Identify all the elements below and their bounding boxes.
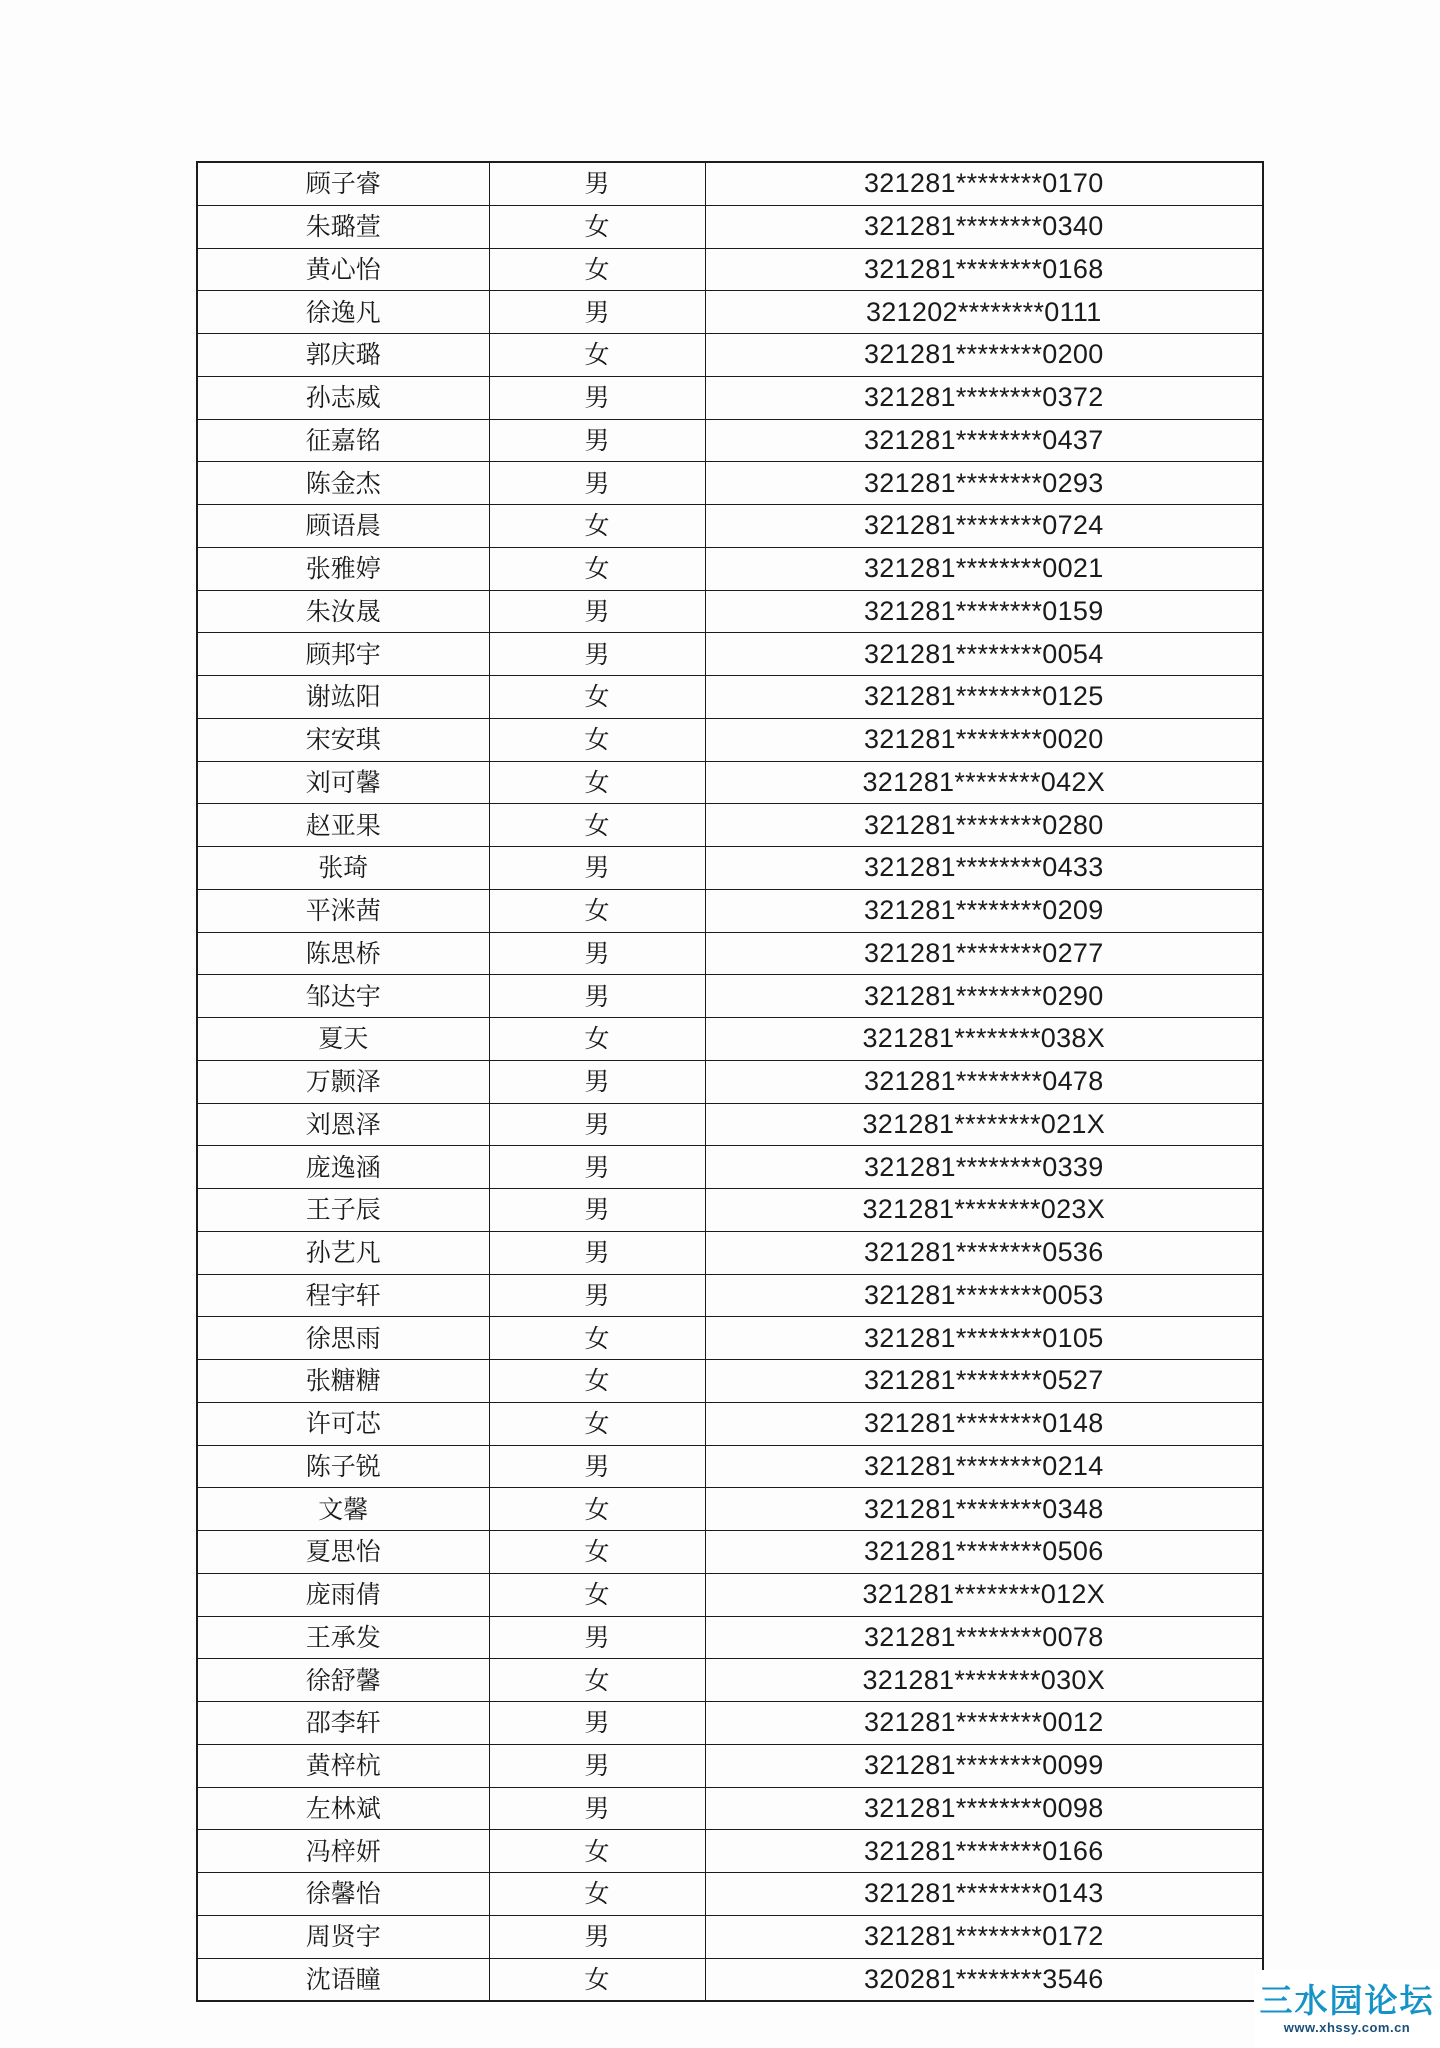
name-cell: 征嘉铭 [197, 419, 489, 462]
table-row [197, 162, 1263, 205]
table-row [197, 1018, 1263, 1061]
gender-cell: 女 [489, 547, 705, 590]
name-cell: 许可芯 [197, 1402, 489, 1445]
id-number-cell: 321281********0143 [705, 1873, 1263, 1916]
name-cell: 庞雨倩 [197, 1573, 489, 1616]
name-cell: 夏天 [197, 1018, 489, 1061]
id-number-cell: 321281********0105 [705, 1317, 1263, 1360]
gender-cell: 女 [489, 761, 705, 804]
gender-cell: 男 [489, 590, 705, 633]
gender-cell: 女 [489, 205, 705, 248]
table-row [197, 1531, 1263, 1574]
id-number-cell: 321281********0148 [705, 1402, 1263, 1445]
id-number-cell: 321281********0348 [705, 1488, 1263, 1531]
id-number-cell: 321281********0724 [705, 505, 1263, 548]
id-number-cell: 321281********0099 [705, 1744, 1263, 1787]
table-row [197, 291, 1263, 334]
table-row [197, 505, 1263, 548]
gender-cell: 女 [489, 676, 705, 719]
table-row [197, 633, 1263, 676]
gender-cell: 女 [489, 1018, 705, 1061]
id-number-cell: 321281********0168 [705, 248, 1263, 291]
table-row [197, 718, 1263, 761]
gender-cell: 男 [489, 1274, 705, 1317]
name-cell: 刘恩泽 [197, 1103, 489, 1146]
gender-cell: 男 [489, 1103, 705, 1146]
name-cell: 邹达宇 [197, 975, 489, 1018]
id-number-cell: 321281********0280 [705, 804, 1263, 847]
id-number-cell: 321281********0209 [705, 889, 1263, 932]
gender-cell: 女 [489, 889, 705, 932]
name-cell: 平洣茜 [197, 889, 489, 932]
name-cell: 徐思雨 [197, 1317, 489, 1360]
gender-cell: 女 [489, 1830, 705, 1873]
gender-cell: 男 [489, 1744, 705, 1787]
gender-cell: 男 [489, 1915, 705, 1958]
gender-cell: 男 [489, 1146, 705, 1189]
table-row [197, 376, 1263, 419]
gender-cell: 女 [489, 1958, 705, 2001]
name-cell: 郭庆璐 [197, 334, 489, 377]
gender-cell: 女 [489, 1659, 705, 1702]
id-number-cell: 321281********0159 [705, 590, 1263, 633]
gender-cell: 男 [489, 633, 705, 676]
table-row [197, 975, 1263, 1018]
name-cell: 徐逸凡 [197, 291, 489, 334]
gender-cell: 男 [489, 1189, 705, 1232]
name-cell: 顾子睿 [197, 162, 489, 205]
table-row [197, 932, 1263, 975]
id-number-cell: 321281********0166 [705, 1830, 1263, 1873]
id-number-cell: 321281********0020 [705, 718, 1263, 761]
id-number-cell: 321281********0098 [705, 1787, 1263, 1830]
table-row [197, 334, 1263, 377]
gender-cell: 男 [489, 291, 705, 334]
table-row [197, 1402, 1263, 1445]
name-cell: 邵李轩 [197, 1702, 489, 1745]
name-cell: 孙艺凡 [197, 1231, 489, 1274]
student-roster-table [196, 161, 1264, 2002]
table-row [197, 1189, 1263, 1232]
name-cell: 刘可馨 [197, 761, 489, 804]
id-number-cell: 321281********0012 [705, 1702, 1263, 1745]
id-number-cell: 321281********0200 [705, 334, 1263, 377]
gender-cell: 男 [489, 975, 705, 1018]
id-number-cell: 321281********0527 [705, 1360, 1263, 1403]
id-number-cell: 321281********0053 [705, 1274, 1263, 1317]
id-number-cell: 321281********0437 [705, 419, 1263, 462]
table-row [197, 1060, 1263, 1103]
gender-cell: 男 [489, 1702, 705, 1745]
name-cell: 谢竑阳 [197, 676, 489, 719]
gender-cell: 女 [489, 1873, 705, 1916]
table-row [197, 1360, 1263, 1403]
gender-cell: 男 [489, 1060, 705, 1103]
gender-cell: 女 [489, 1402, 705, 1445]
id-number-cell: 321281********038X [705, 1018, 1263, 1061]
name-cell: 文馨 [197, 1488, 489, 1531]
id-number-cell: 321281********021X [705, 1103, 1263, 1146]
gender-cell: 男 [489, 1231, 705, 1274]
gender-cell: 男 [489, 462, 705, 505]
gender-cell: 男 [489, 162, 705, 205]
table-row [197, 847, 1263, 890]
gender-cell: 女 [489, 505, 705, 548]
table-row [197, 1573, 1263, 1616]
table-row [197, 462, 1263, 505]
id-number-cell: 321281********0290 [705, 975, 1263, 1018]
table-row [197, 1445, 1263, 1488]
gender-cell: 女 [489, 248, 705, 291]
table-row [197, 590, 1263, 633]
watermark-url: www.xhssy.com.cn [1283, 2019, 1411, 2035]
name-cell: 顾语晨 [197, 505, 489, 548]
id-number-cell: 321281********0078 [705, 1616, 1263, 1659]
id-number-cell: 321202********0111 [705, 291, 1263, 334]
roster-body [197, 162, 1263, 2001]
table-row [197, 1744, 1263, 1787]
name-cell: 万颢泽 [197, 1060, 489, 1103]
table-row [197, 1317, 1263, 1360]
table-row [197, 1787, 1263, 1830]
name-cell: 程宇轩 [197, 1274, 489, 1317]
id-number-cell: 321281********030X [705, 1659, 1263, 1702]
name-cell: 陈思桥 [197, 932, 489, 975]
id-number-cell: 321281********0433 [705, 847, 1263, 890]
table-row [197, 1958, 1263, 2001]
table-row [197, 205, 1263, 248]
gender-cell: 女 [489, 1317, 705, 1360]
gender-cell: 女 [489, 1531, 705, 1574]
gender-cell: 女 [489, 718, 705, 761]
table-row [197, 419, 1263, 462]
table-row [197, 1702, 1263, 1745]
name-cell: 庞逸涵 [197, 1146, 489, 1189]
id-number-cell: 321281********0372 [705, 376, 1263, 419]
table-row [197, 804, 1263, 847]
id-number-cell: 321281********0478 [705, 1060, 1263, 1103]
gender-cell: 男 [489, 932, 705, 975]
table-row [197, 547, 1263, 590]
name-cell: 张琦 [197, 847, 489, 890]
id-number-cell: 321281********042X [705, 761, 1263, 804]
table-row [197, 1659, 1263, 1702]
id-number-cell: 321281********0506 [705, 1531, 1263, 1574]
id-number-cell: 321281********0277 [705, 932, 1263, 975]
id-number-cell: 321281********0339 [705, 1146, 1263, 1189]
id-number-cell: 321281********023X [705, 1189, 1263, 1232]
name-cell: 朱汝晟 [197, 590, 489, 633]
table-row [197, 248, 1263, 291]
name-cell: 左林斌 [197, 1787, 489, 1830]
gender-cell: 男 [489, 847, 705, 890]
name-cell: 王子辰 [197, 1189, 489, 1232]
id-number-cell: 321281********0214 [705, 1445, 1263, 1488]
id-number-cell: 321281********0293 [705, 462, 1263, 505]
name-cell: 沈语瞳 [197, 1958, 489, 2001]
table-row [197, 1146, 1263, 1189]
id-number-cell: 321281********0172 [705, 1915, 1263, 1958]
name-cell: 孙志威 [197, 376, 489, 419]
watermark-title: 三水园论坛 [1259, 1981, 1435, 2021]
gender-cell: 男 [489, 1787, 705, 1830]
gender-cell: 女 [489, 804, 705, 847]
name-cell: 赵亚果 [197, 804, 489, 847]
id-number-cell: 321281********0054 [705, 633, 1263, 676]
table-row [197, 889, 1263, 932]
table-row [197, 761, 1263, 804]
id-number-cell: 321281********012X [705, 1573, 1263, 1616]
site-watermark [1254, 1970, 1440, 2048]
table-row [197, 1873, 1263, 1916]
name-cell: 徐馨怡 [197, 1873, 489, 1916]
id-number-cell: 321281********0170 [705, 162, 1263, 205]
name-cell: 朱璐萱 [197, 205, 489, 248]
gender-cell: 男 [489, 1445, 705, 1488]
name-cell: 张雅婷 [197, 547, 489, 590]
name-cell: 张糖糖 [197, 1360, 489, 1403]
id-number-cell: 321281********0125 [705, 676, 1263, 719]
gender-cell: 男 [489, 376, 705, 419]
name-cell: 陈子锐 [197, 1445, 489, 1488]
gender-cell: 女 [489, 1488, 705, 1531]
table-row [197, 676, 1263, 719]
name-cell: 宋安琪 [197, 718, 489, 761]
id-number-cell: 321281********0021 [705, 547, 1263, 590]
name-cell: 徐舒馨 [197, 1659, 489, 1702]
table-row [197, 1915, 1263, 1958]
name-cell: 黄梓杭 [197, 1744, 489, 1787]
table-row [197, 1103, 1263, 1146]
table-row [197, 1274, 1263, 1317]
table-row [197, 1488, 1263, 1531]
gender-cell: 女 [489, 1360, 705, 1403]
name-cell: 陈金杰 [197, 462, 489, 505]
gender-cell: 女 [489, 1573, 705, 1616]
name-cell: 夏思怡 [197, 1531, 489, 1574]
gender-cell: 男 [489, 419, 705, 462]
table-row [197, 1231, 1263, 1274]
name-cell: 黄心怡 [197, 248, 489, 291]
name-cell: 顾邦宇 [197, 633, 489, 676]
id-number-cell: 320281********3546 [705, 1958, 1263, 2001]
id-number-cell: 321281********0536 [705, 1231, 1263, 1274]
gender-cell: 女 [489, 334, 705, 377]
name-cell: 王承发 [197, 1616, 489, 1659]
table-row [197, 1830, 1263, 1873]
table-row [197, 1616, 1263, 1659]
id-number-cell: 321281********0340 [705, 205, 1263, 248]
gender-cell: 男 [489, 1616, 705, 1659]
name-cell: 周贤宇 [197, 1915, 489, 1958]
name-cell: 冯梓妍 [197, 1830, 489, 1873]
